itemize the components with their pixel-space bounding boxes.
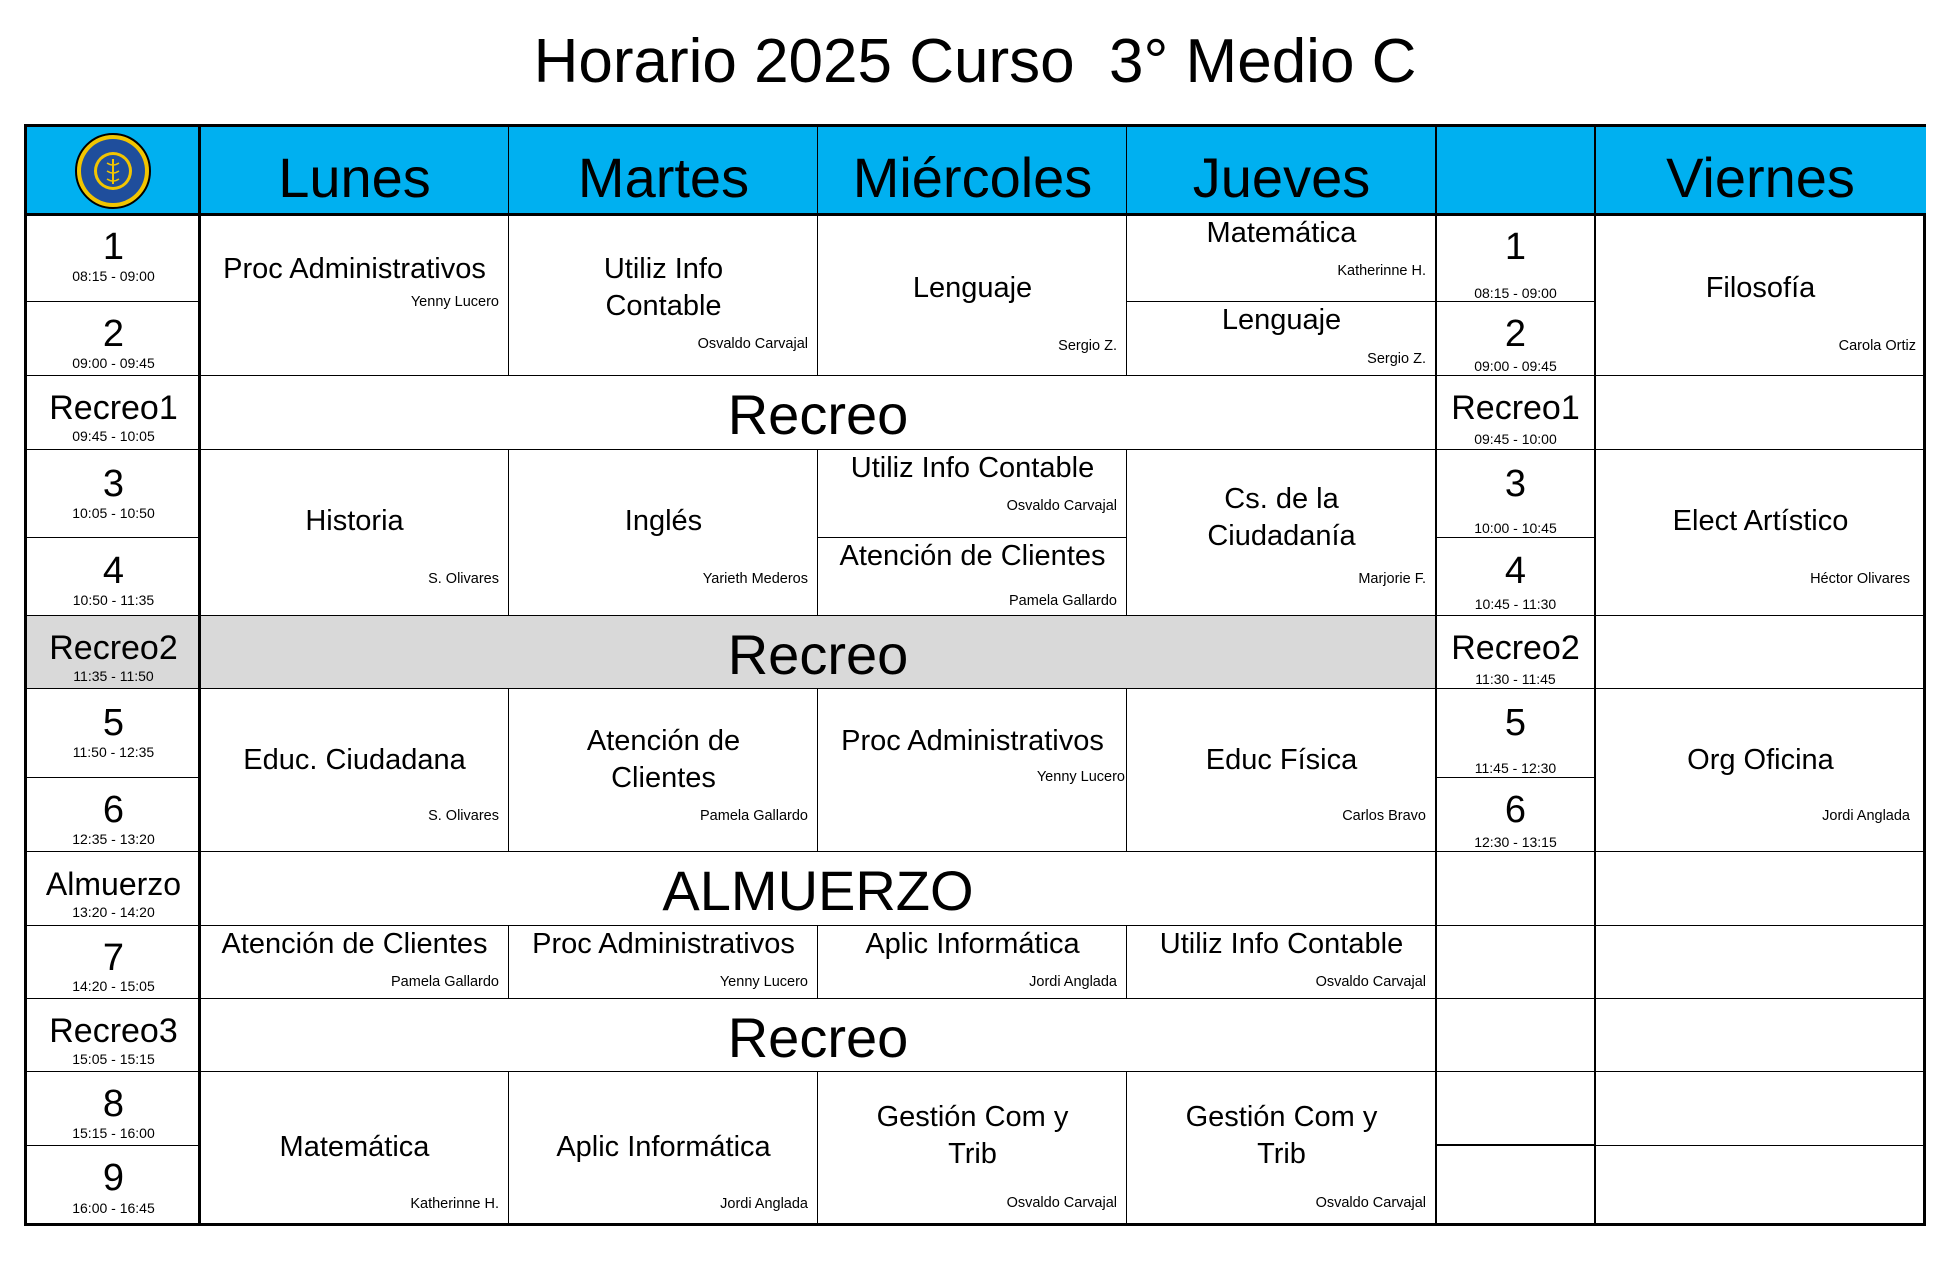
recreo-band-3 [200, 999, 1436, 1072]
martes-block-5 [509, 1072, 818, 1224]
teacher: Jordi Anglada [1029, 974, 1117, 990]
lunes-block-5 [200, 1072, 509, 1224]
period-time: 14:20 - 15:05 [72, 978, 155, 994]
period-2 [27, 302, 200, 376]
day-label: Miércoles [852, 146, 1093, 209]
subject: Cs. de la [1224, 483, 1339, 515]
right-period-3 [1436, 450, 1595, 538]
period-number: 5 [1504, 702, 1527, 744]
grid-line [27, 615, 1926, 616]
subject: Proc Administrativos [223, 253, 486, 285]
recreo-band-2 [200, 616, 1436, 689]
day-header-jueves [1127, 127, 1436, 215]
right-period-recreo1 [1436, 376, 1595, 450]
period-number: 5 [102, 702, 125, 744]
break-label: Recreo [727, 383, 909, 446]
teacher: Osvaldo Carvajal [1006, 1195, 1117, 1211]
martes-block-2 [509, 450, 818, 616]
grid-line [1126, 926, 1127, 999]
break-label: Recreo [727, 1006, 909, 1069]
subject-line-2: Clientes [611, 762, 716, 794]
day-header-martes [509, 127, 818, 215]
period-number: 1 [102, 226, 125, 268]
period-6 [27, 778, 200, 852]
subject: Aplic Informática [556, 1131, 771, 1163]
martes-block-4 [509, 926, 818, 999]
grid-line [1435, 127, 1437, 1224]
grid-line [508, 926, 509, 999]
subject: Atención de Clientes [221, 928, 488, 960]
period-3 [27, 450, 200, 538]
grid-line [817, 450, 818, 616]
period-time: 10:05 - 10:50 [72, 505, 155, 521]
grid-line [508, 127, 509, 215]
teacher: Sergio Z. [1367, 351, 1426, 367]
grid-line [1126, 215, 1127, 376]
period-time: 11:30 - 11:45 [1475, 671, 1556, 687]
period-time: 08:15 - 09:00 [72, 268, 155, 284]
subject: Aplic Informática [865, 928, 1080, 960]
grid-line [1436, 777, 1595, 778]
period-number: 3 [102, 463, 125, 505]
teacher: Jordi Anglada [720, 1196, 808, 1212]
teacher: Carlos Bravo [1342, 808, 1426, 824]
period-time: 12:35 - 13:20 [72, 831, 155, 847]
right-period-5 [1436, 689, 1595, 778]
jueves-block-3 [1127, 689, 1436, 852]
lunes-block-3 [200, 689, 509, 852]
period-time: 16:00 - 16:45 [72, 1200, 155, 1216]
right-period-1 [1436, 215, 1595, 302]
period-time: 09:45 - 10:00 [1474, 431, 1557, 447]
grid-line [1436, 1144, 1595, 1146]
period-time: 11:45 - 12:30 [1474, 760, 1557, 776]
subject-line-2: Trib [948, 1138, 997, 1170]
grid-line [1436, 301, 1595, 302]
subject: Utiliz Info [603, 253, 724, 285]
grid-line [27, 1145, 200, 1146]
period-number: 8 [102, 1083, 125, 1125]
teacher: Jordi Anglada [1822, 808, 1910, 824]
subject: Historia [305, 505, 404, 537]
period-number: Almuerzo [45, 866, 182, 902]
miercoles-block-2a [818, 450, 1127, 538]
period-number: Recreo1 [49, 389, 178, 427]
period-time: 13:20 - 14:20 [72, 904, 155, 920]
subject: Utiliz Info Contable [1159, 928, 1404, 960]
day-header-lunes [200, 127, 509, 215]
grid-line [27, 449, 1926, 450]
viernes-block-3 [1595, 689, 1926, 852]
period-number: Recreo2 [1451, 629, 1580, 667]
teacher: Yenny Lucero [410, 294, 499, 310]
subject: Gestión Com y [1185, 1101, 1378, 1133]
miercoles-block-5 [818, 1072, 1127, 1224]
school-crest-icon [68, 131, 158, 211]
almuerzo-band [200, 852, 1436, 926]
teacher: Katherinne H. [410, 1196, 499, 1212]
teacher: Marjorie F. [1358, 571, 1426, 587]
period-time: 10:50 - 11:35 [72, 592, 155, 608]
right-period-2 [1436, 302, 1595, 376]
jueves-block-1b [1127, 302, 1436, 376]
period-number: 3 [1504, 463, 1527, 505]
period-number: 2 [1504, 313, 1527, 355]
right-period-6 [1436, 778, 1595, 852]
miercoles-block-1 [818, 215, 1127, 376]
grid-line [817, 1072, 818, 1224]
grid-line [1126, 1072, 1127, 1224]
grid-line [1126, 450, 1127, 616]
subject: Lenguaje [912, 272, 1033, 304]
period-1 [27, 215, 200, 302]
day-label: Lunes [278, 146, 431, 209]
grid-line [508, 215, 509, 376]
right-period-4 [1436, 538, 1595, 616]
period-time: 10:45 - 11:30 [1474, 596, 1557, 612]
martes-block-1 [509, 215, 818, 376]
subject: Atención de [586, 725, 741, 757]
period-time: 12:30 - 13:15 [1474, 834, 1557, 850]
grid-line [1436, 537, 1595, 538]
schedule-table [24, 124, 1926, 1226]
grid-line [1595, 1145, 1926, 1146]
grid-line [1127, 301, 1436, 302]
grid-line [508, 689, 509, 852]
period-time: 11:35 - 11:50 [73, 668, 154, 684]
day-label: Jueves [1192, 146, 1371, 209]
miercoles-block-3 [818, 689, 1127, 852]
period-number: 6 [102, 789, 125, 831]
teacher: Pamela Gallardo [1009, 593, 1117, 609]
period-9 [27, 1146, 200, 1224]
subject: Org Oficina [1687, 744, 1834, 776]
teacher: Sergio Z. [1058, 338, 1117, 354]
day-header-blank [1436, 127, 1595, 215]
teacher: Pamela Gallardo [391, 974, 499, 990]
teacher: S. Olivares [428, 808, 499, 824]
period-time: 11:50 - 12:35 [72, 744, 155, 760]
period-almuerzo [27, 852, 200, 926]
subject-line-2: Contable [605, 290, 722, 322]
period-time: 15:15 - 16:00 [72, 1125, 155, 1141]
period-time: 10:00 - 10:45 [1474, 520, 1557, 536]
subject: Elect Artístico [1672, 505, 1849, 537]
grid-line [27, 301, 200, 302]
subject-line-2: Ciudadanía [1207, 520, 1356, 552]
grid-line [817, 689, 818, 852]
grid-line [27, 537, 200, 538]
teacher: Yarieth Mederos [702, 571, 808, 587]
period-number: Recreo3 [49, 1012, 178, 1050]
grid-line [1126, 127, 1127, 215]
period-number: Recreo1 [1451, 389, 1580, 427]
grid-line [508, 450, 509, 616]
day-header-viernes [1595, 127, 1926, 215]
day-header-miercoles [818, 127, 1127, 215]
teacher: Osvaldo Carvajal [1315, 974, 1426, 990]
grid-line [508, 1072, 509, 1224]
jueves-block-4 [1127, 926, 1436, 999]
period-number: Recreo2 [49, 629, 178, 667]
grid-line [817, 215, 818, 376]
grid-line [27, 777, 200, 778]
period-number: 4 [1504, 550, 1527, 592]
subject: Matemática [1206, 217, 1357, 249]
jueves-block-1a [1127, 215, 1436, 302]
period-number: 1 [1504, 226, 1527, 268]
grid-line [27, 998, 1926, 999]
viernes-block-2 [1595, 450, 1926, 616]
grid-line [27, 1071, 1926, 1072]
period-number: 2 [102, 313, 125, 355]
viernes-block-1 [1595, 215, 1926, 376]
teacher: Osvaldo Carvajal [1006, 498, 1117, 514]
grid-line [27, 688, 1926, 689]
grid-line [818, 537, 1127, 538]
teacher: S. Olivares [428, 571, 499, 587]
teacher: Yenny Lucero [719, 974, 808, 990]
period-recreo3 [27, 999, 200, 1072]
grid-line [817, 127, 818, 215]
teacher: Pamela Gallardo [700, 808, 808, 824]
period-time: 15:05 - 15:15 [72, 1051, 155, 1067]
break-label: ALMUERZO [662, 859, 974, 922]
period-time: 09:00 - 09:45 [72, 355, 155, 371]
miercoles-block-2b [818, 538, 1127, 616]
period-time: 09:00 - 09:45 [1474, 358, 1557, 374]
period-number: 9 [102, 1157, 125, 1199]
page-title: Horario 2025 Curso 3° Medio C [533, 27, 1417, 96]
recreo-band-1 [200, 376, 1436, 450]
jueves-block-2 [1127, 450, 1436, 616]
period-number: 4 [102, 550, 125, 592]
grid-line [198, 127, 201, 1224]
subject: Atención de Clientes [839, 540, 1106, 572]
day-label: Martes [577, 146, 750, 209]
lunes-block-1 [200, 215, 509, 376]
period-4 [27, 538, 200, 616]
period-number: 7 [102, 937, 125, 979]
grid-line [27, 375, 1926, 376]
period-8 [27, 1072, 200, 1146]
subject: Proc Administrativos [532, 928, 795, 960]
grid-line [27, 925, 1926, 926]
period-time: 08:15 - 09:00 [1474, 285, 1557, 301]
lunes-block-4 [200, 926, 509, 999]
teacher: Osvaldo Carvajal [1315, 1195, 1426, 1211]
lunes-block-2 [200, 450, 509, 616]
miercoles-block-4 [818, 926, 1127, 999]
subject: Educ Física [1205, 744, 1358, 776]
period-time: 09:45 - 10:05 [72, 428, 155, 444]
subject: Lenguaje [1221, 304, 1342, 336]
period-7 [27, 926, 200, 999]
subject: Matemática [279, 1131, 430, 1163]
teacher: Yenny Lucero [1036, 769, 1125, 785]
subject: Filosofía [1705, 272, 1816, 304]
period-5 [27, 689, 200, 778]
grid-line [817, 926, 818, 999]
grid-line [27, 213, 1926, 216]
subject: Proc Administrativos [841, 725, 1104, 757]
period-recreo2 [27, 616, 200, 689]
logo-cell [27, 127, 200, 215]
teacher: Katherinne H. [1337, 263, 1426, 279]
subject: Educ. Ciudadana [243, 744, 466, 776]
teacher: Carola Ortiz [1838, 338, 1916, 354]
subject: Inglés [624, 505, 703, 537]
grid-line [1594, 127, 1596, 1224]
teacher: Héctor Olivares [1810, 571, 1910, 587]
period-number: 6 [1504, 789, 1527, 831]
grid-line [27, 851, 1926, 852]
right-period-recreo2 [1436, 616, 1595, 689]
subject-line-2: Trib [1257, 1138, 1306, 1170]
period-recreo1 [27, 376, 200, 450]
day-label: Viernes [1666, 146, 1855, 209]
martes-block-3 [509, 689, 818, 852]
subject: Gestión Com y [876, 1101, 1069, 1133]
subject: Utiliz Info Contable [850, 452, 1095, 484]
teacher: Osvaldo Carvajal [697, 336, 808, 352]
break-label: Recreo [727, 623, 909, 686]
grid-line [1126, 689, 1127, 852]
jueves-block-5 [1127, 1072, 1436, 1224]
